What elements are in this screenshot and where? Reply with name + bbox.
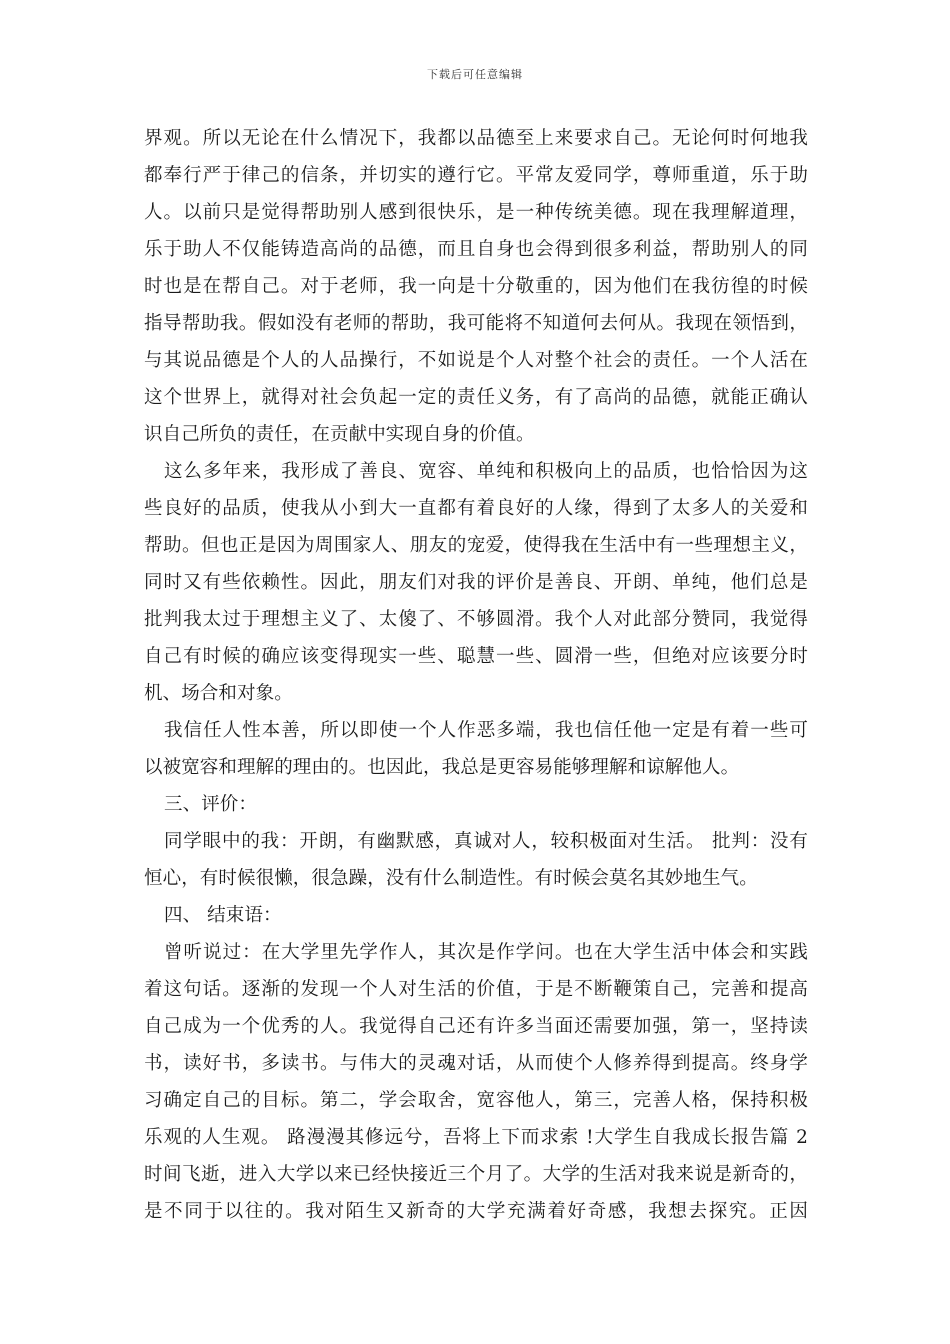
text-line: 习确定自己的目标。第二，学会取舍，宽容他人，第三，完善人格，保持积极 [144, 1090, 808, 1111]
text-line: 这么多年来，我形成了善良、宽容、单纯和积极向上的品质，也恰恰因为这 [164, 461, 808, 482]
text-line: 乐观的人生观。 路漫漫其修远兮，吾将上下而求索 !大学生自我成长报告篇 2 [144, 1127, 808, 1148]
text-line: 时间飞逝，进入大学以来已经快接近三个月了。大学的生活对我来说是新奇的， [144, 1164, 808, 1185]
text-line: 指导帮助我。假如没有老师的帮助，我可能将不知道何去何从。我现在领悟到， [144, 313, 808, 334]
text-line: 这个世界上，就得对社会负起一定的责任义务，有了高尚的品德，就能正确认 [144, 387, 808, 408]
text-line: 曾听说过：在大学里先学作人，其次是作学问。也在大学生活中体会和实践 [164, 942, 808, 963]
text-line: 识自己所负的责任，在贡献中实现自身的价值。 [144, 424, 535, 445]
text-line: 三、评价： [164, 794, 258, 815]
text-line: 着这句话。逐渐的发现一个人对生活的价值，于是不断鞭策自己，完善和提高 [144, 979, 808, 1000]
text-line: 四、 结束语： [164, 905, 282, 926]
text-line: 批判我太过于理想主义了、太傻了、不够圆滑。我个人对此部分赞同，我觉得 [144, 609, 808, 630]
page-header: 下载后可任意编辑 [427, 68, 523, 81]
text-line: 自己成为一个优秀的人。我觉得自己还有许多当面还需要加强，第一，坚持读 [144, 1016, 808, 1037]
text-line: 是不同于以往的。我对陌生又新奇的大学充满着好奇感，我想去探究。正因 [144, 1201, 808, 1222]
text-line: 些良好的品质，使我从小到大一直都有着良好的人缘，得到了太多人的关爱和 [144, 498, 808, 519]
text-line: 都奉行严于律己的信条，并切实的遵行它。平常友爱同学，尊师重道，乐于助 [144, 165, 808, 186]
document-body [144, 120, 808, 1230]
text-line: 以被宽容和理解的理由的。也因此，我总是更容易能够理解和谅解他人。 [144, 757, 740, 778]
text-line: 书，读好书，多读书。与伟大的灵魂对话，从而使个人修养得到提高。终身学 [144, 1053, 808, 1074]
text-line: 时也是在帮自己。对于老师，我一向是十分敬重的，因为他们在我彷徨的时候 [144, 276, 808, 297]
text-line: 人。以前只是觉得帮助别人感到很快乐，是一种传统美德。现在我理解道理， [144, 202, 808, 223]
text-line: 界观。所以无论在什么情况下，我都以品德至上来要求自己。无论何时何地我 [144, 128, 808, 149]
text-line: 同学眼中的我：开朗，有幽默感，真诚对人，较积极面对生活。 批判：没有 [164, 831, 808, 852]
text-line: 与其说品德是个人的人品操行，不如说是个人对整个社会的责任。一个人活在 [144, 350, 808, 371]
text-line: 恒心，有时候很懒，很急躁，没有什么制造性。有时候会莫名其妙地生气。 [144, 868, 758, 889]
text-line: 自己有时候的确应该变得现实一些、聪慧一些、圆滑一些，但绝对应该要分时 [144, 646, 808, 667]
text-line: 机、场合和对象。 [144, 683, 293, 704]
text-line: 帮助。但也正是因为周围家人、朋友的宠爱，使得我在生活中有一些理想主义， [144, 535, 808, 556]
text-line: 我信任人性本善，所以即使一个人作恶多端，我也信任他一定是有着一些可 [164, 720, 808, 741]
text-line: 乐于助人不仅能铸造高尚的品德，而且自身也会得到很多利益，帮助别人的同 [144, 239, 808, 260]
text-line: 同时又有些依赖性。因此，朋友们对我的评价是善良、开朗、单纯，他们总是 [144, 572, 808, 593]
